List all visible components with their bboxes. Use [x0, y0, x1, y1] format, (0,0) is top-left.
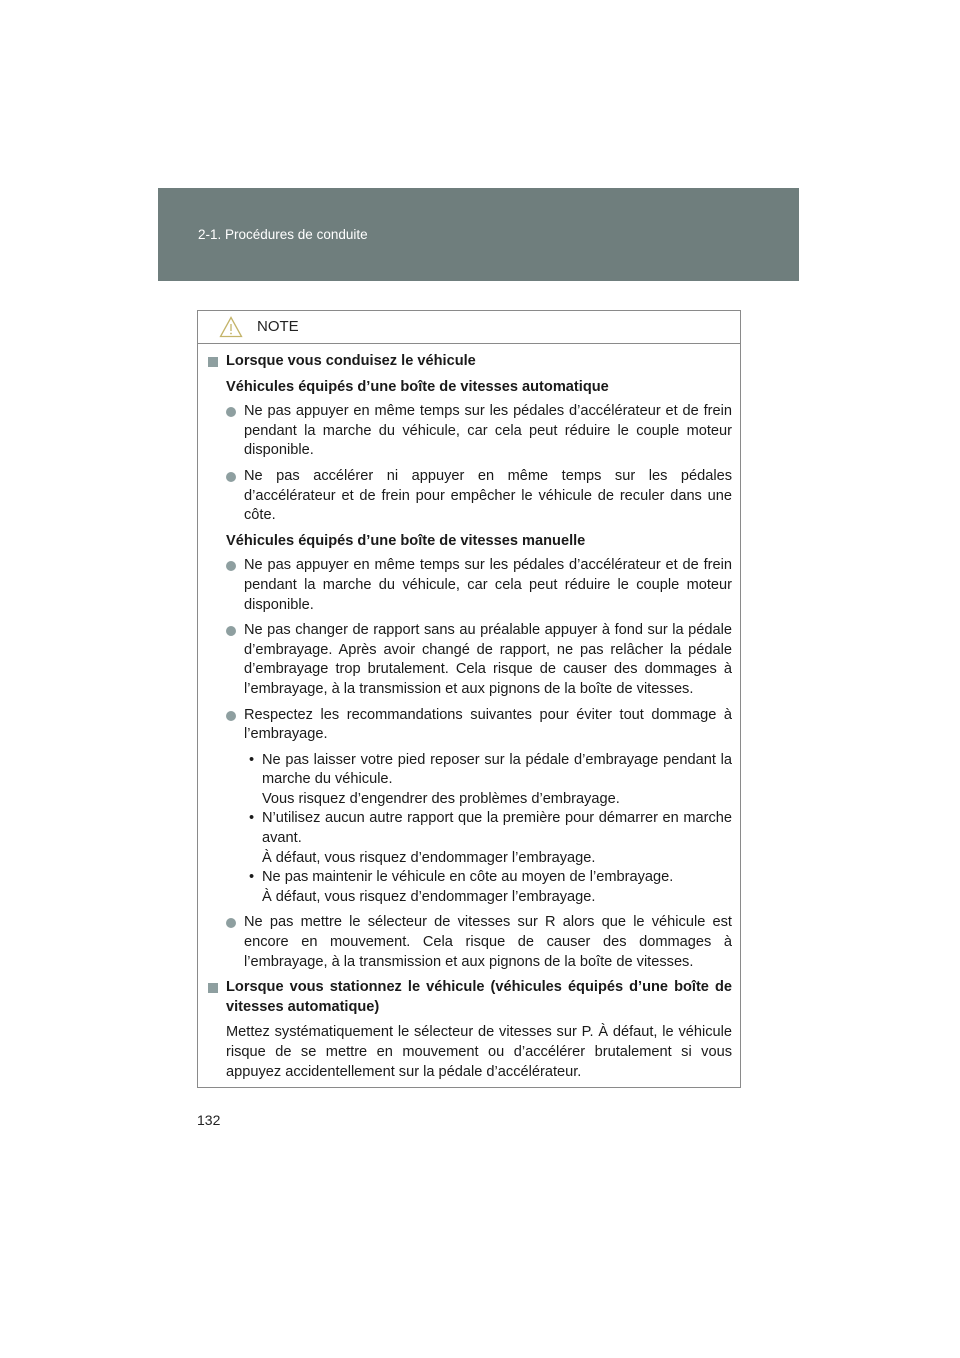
note-header [198, 311, 740, 344]
list-item: Ne pas appuyer en même temps sur les pédales d’accélérateur et de frein pendant la marche du véhicule, car cela peut réduire le couple moteur disponible. [208, 402, 732, 461]
section-title: 2-1. Procédures de conduite [198, 227, 368, 242]
section-heading: Lorsque vous conduisez le véhicule [208, 352, 732, 372]
circle-bullet-icon [226, 472, 236, 482]
dot-marker: • [249, 869, 255, 886]
section-heading: Lorsque vous stationnez le véhicule (véhicules équipés d’une boîte de vitesses automatique) [208, 978, 732, 1017]
square-bullet-icon [208, 357, 218, 367]
paragraph: Mettez systématiquement le sélecteur de vitesses sur P. À défaut, le véhicule risque de se mettre en mouvement ou d’accélérer brutalement si vous appuyez accidentellement sur la pédale d’accélérateur. [226, 1024, 732, 1080]
dash-item: • Ne pas maintenir le véhicule en côte au moyen de l’embrayage. À défaut, vous risquez d’endommager l’embrayage. [249, 869, 674, 905]
page-number: 132 [197, 1112, 221, 1128]
circle-bullet-icon [226, 918, 236, 928]
section-header-band [158, 188, 799, 281]
list-item: Ne pas appuyer en même temps sur les pédales d’accélérateur et de frein pendant la marche du véhicule, car cela peut réduire le couple moteur disponible. [208, 556, 732, 615]
dot-marker: • [249, 751, 255, 768]
note-box [197, 310, 741, 1088]
dot-marker: • [249, 810, 255, 827]
list-item: Respectez les recommandations suivantes pour éviter tout dommage à l’embrayage. [208, 706, 732, 745]
subheading: Véhicules équipés d’une boîte de vitesses automatique [226, 378, 609, 395]
square-bullet-icon [208, 983, 218, 993]
circle-bullet-icon [226, 407, 236, 417]
dash-item: • Ne pas laisser votre pied reposer sur la pédale d’embrayage pendant la marche du véhicule. Vous risquez d’engendrer des problèmes d’embrayage. [249, 751, 732, 807]
note-title: NOTE [257, 318, 299, 335]
dash-list [208, 751, 732, 908]
list-item: Ne pas mettre le sélecteur de vitesses sur R alors que le véhicule est encore en mouvement. Cela risque de causer des dommages à l’embrayage, à la transmission et aux pignons de la boîte de vitesses. [208, 913, 732, 972]
circle-bullet-icon [226, 711, 236, 721]
list-item: Ne pas changer de rapport sans au préalable appuyer à fond sur la pédale d’embrayage. Après avoir changé de rapport, ne pas relâcher la pédale d’embrayage trop brutalement. Cela risque de causer des dommages à l’embrayage, à la transmission et aux pignons de la boîte de vitesses. [208, 621, 732, 699]
subheading: Véhicules équipés d’une boîte de vitesses manuelle [226, 532, 586, 549]
warning-triangle-icon [219, 316, 243, 338]
circle-bullet-icon [226, 626, 236, 636]
list-item: Ne pas accélérer ni appuyer en même temps sur les pédales d’accélérateur et de frein pour empêcher le véhicule de reculer dans une côte. [208, 467, 732, 526]
note-body [198, 344, 740, 1082]
dash-item: • N’utilisez aucun autre rapport que la première pour démarrer en marche avant. À défaut, vous risquez d’endommager l’embrayage. [249, 810, 732, 866]
circle-bullet-icon [226, 561, 236, 571]
